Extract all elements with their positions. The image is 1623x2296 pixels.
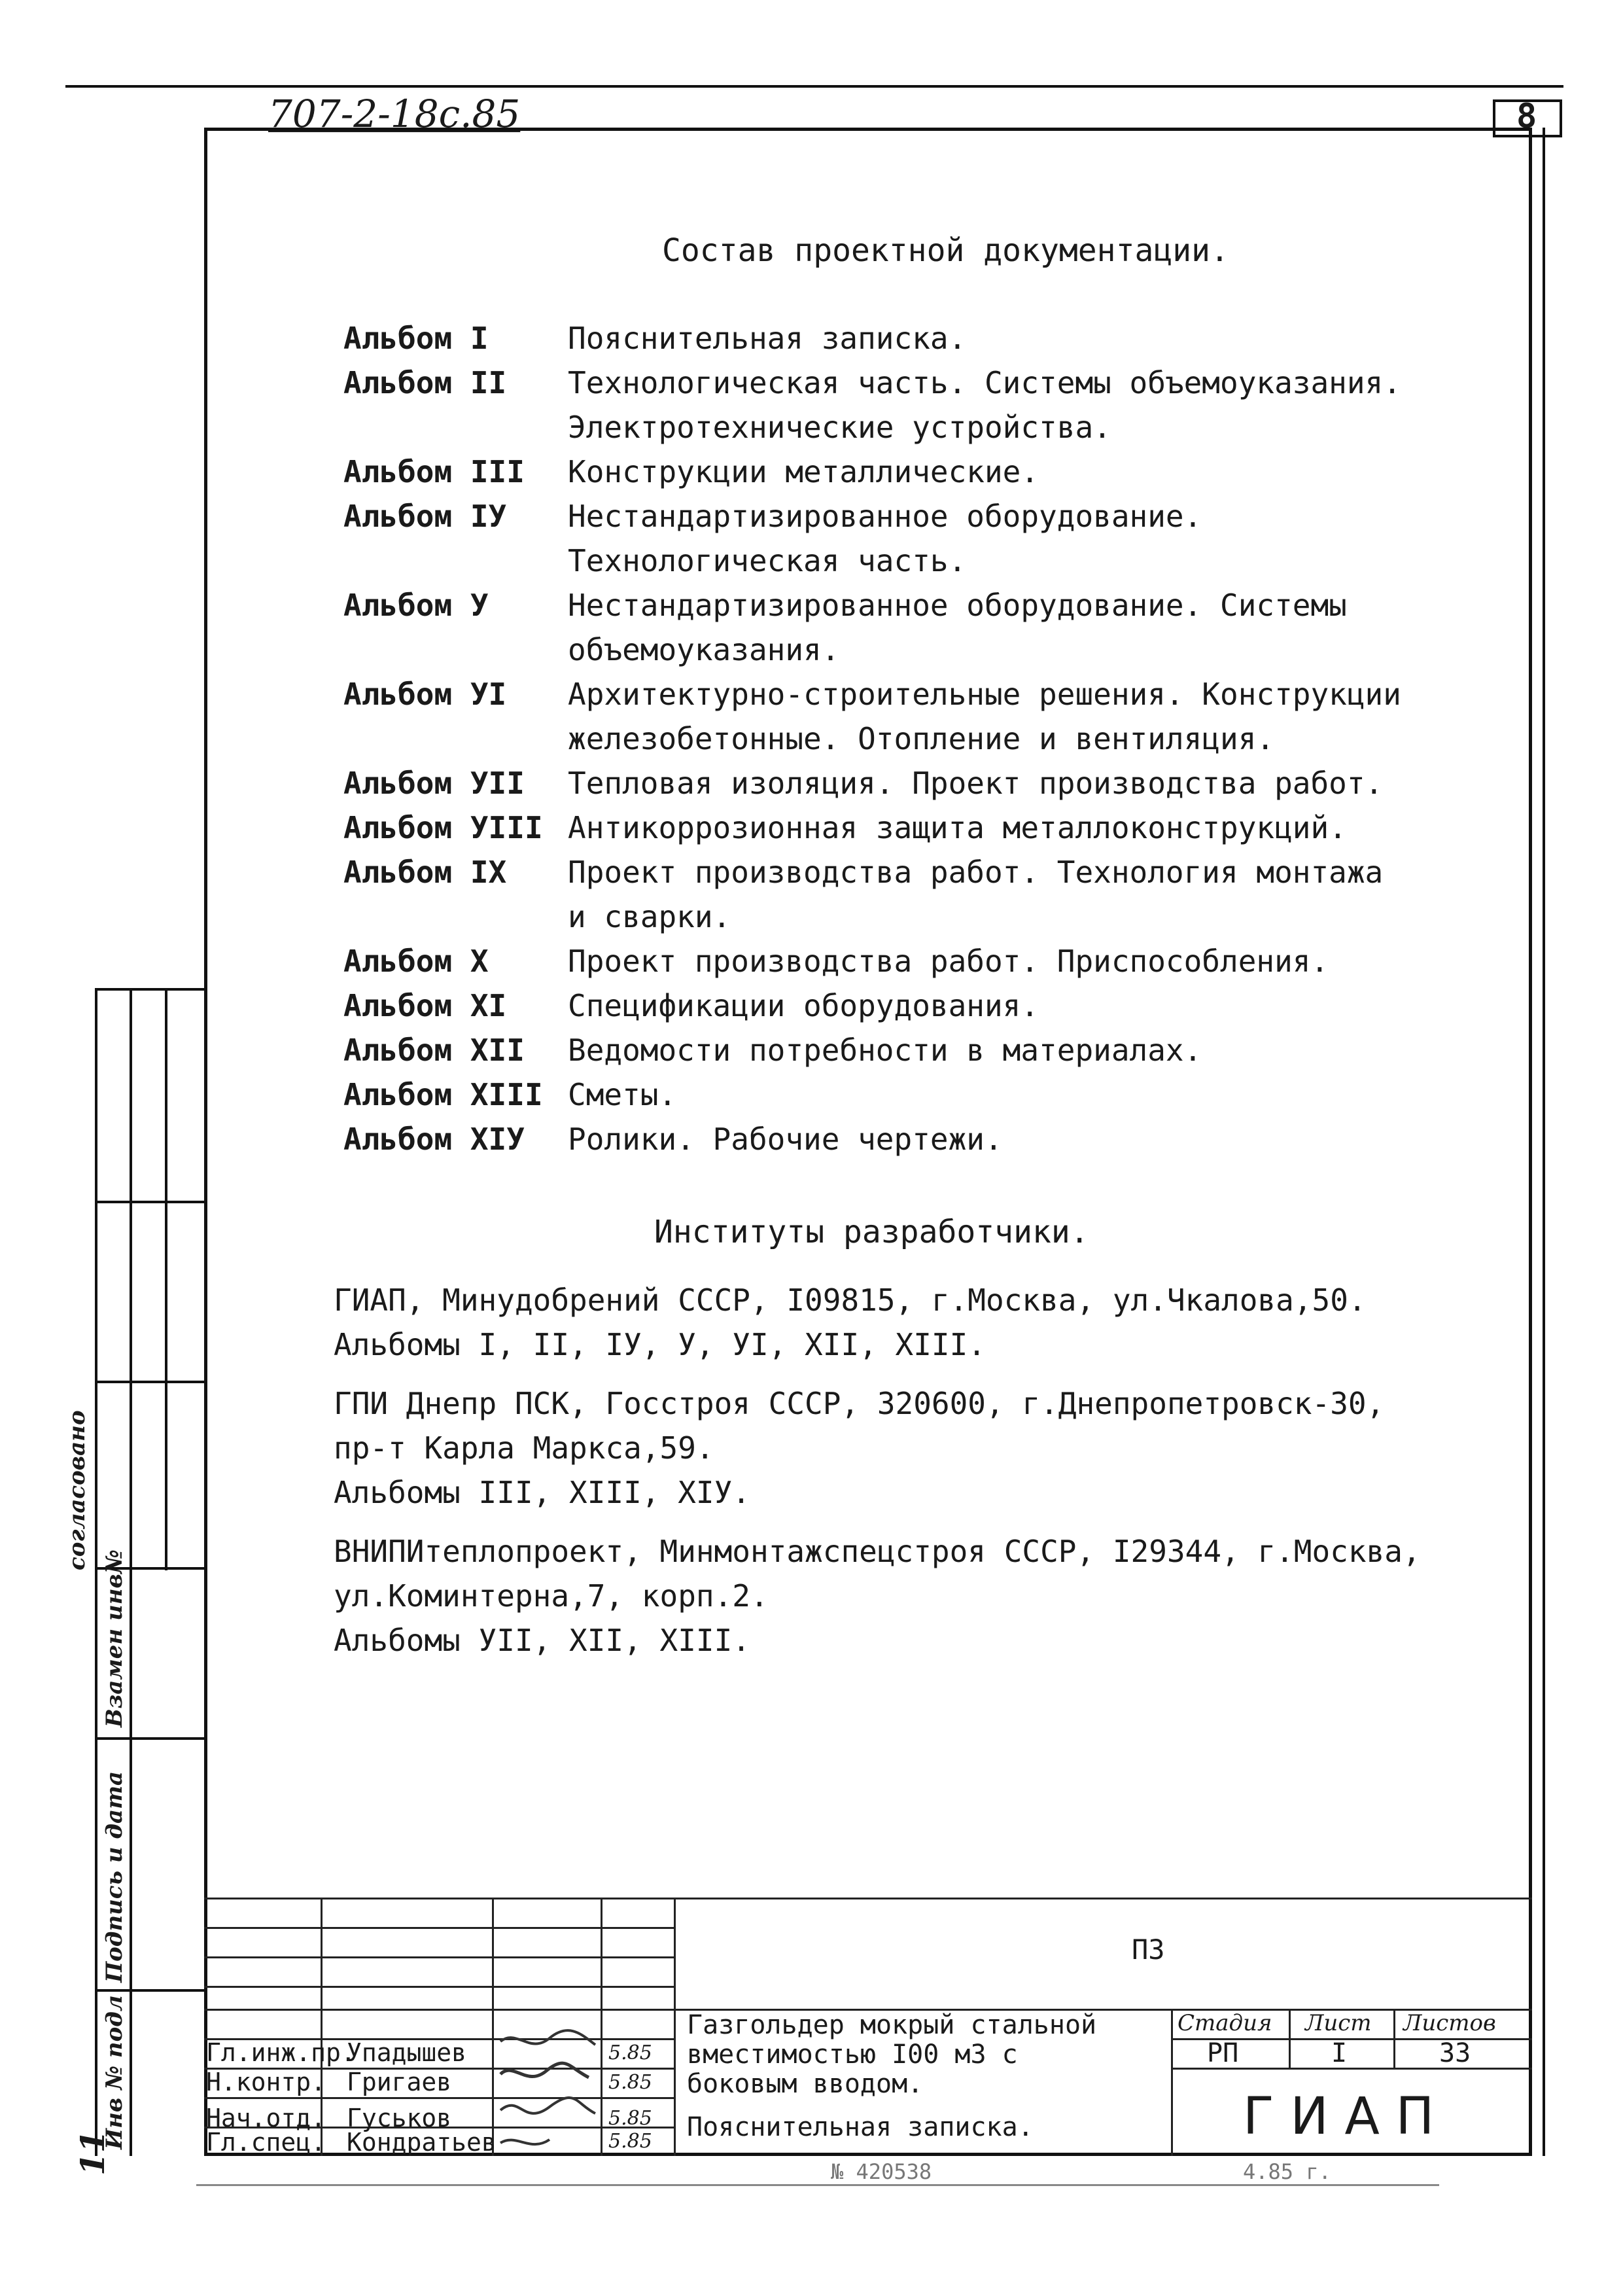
album-desc: Спецификации оборудования. bbox=[568, 988, 1039, 1023]
album-desc: железобетонные. Отопление и вентиляция. bbox=[568, 721, 1275, 756]
tb-line bbox=[204, 1927, 674, 1929]
tb-line bbox=[204, 1986, 674, 1988]
top-edge-line bbox=[65, 85, 1563, 88]
album-label: Альбом XII bbox=[343, 1033, 525, 1068]
signature-date: 5.85 bbox=[608, 2130, 652, 2153]
agreed-label: согласовано bbox=[64, 1410, 90, 1570]
tb-line bbox=[204, 1956, 674, 1958]
tb-line bbox=[1171, 2009, 1173, 2156]
album-label: Альбом IX bbox=[343, 855, 507, 890]
sheets-value: 33 bbox=[1439, 2038, 1471, 2068]
album-label: Альбом II bbox=[343, 365, 507, 400]
album-desc: Ролики. Рабочие чертежи. bbox=[568, 1122, 1003, 1157]
album-label: Альбом III bbox=[343, 454, 525, 489]
doc-title: Пояснительная записка. bbox=[687, 2112, 1034, 2142]
institute-line: Альбомы III, XIII, XIУ. bbox=[334, 1475, 750, 1510]
institute-line: ГПИ Днепр ПСК, Госстроя СССР, 320600, г.Днепропетровск-30, bbox=[334, 1386, 1385, 1421]
side-line bbox=[165, 988, 167, 1570]
sheet-number: 8 bbox=[1516, 97, 1537, 136]
frame-right-double bbox=[1543, 128, 1545, 2156]
album-desc: Проект производства работ. Приспособления. bbox=[568, 944, 1329, 979]
signature-role: Нач.отд. bbox=[206, 2104, 326, 2132]
album-label: Альбом I bbox=[343, 321, 489, 356]
institute-line: Альбомы I, II, IУ, У, УI, XII, XIII. bbox=[334, 1327, 986, 1362]
album-desc: Тепловая изоляция. Проект производства работ. bbox=[568, 766, 1384, 801]
footer-left: № 420538 bbox=[831, 2159, 932, 2184]
album-desc: Электротехнические устройства. bbox=[568, 410, 1111, 445]
album-desc: Конструкции металлические. bbox=[568, 454, 1039, 489]
object-line: Газгольдер мокрый стальной bbox=[687, 2010, 1097, 2040]
album-desc: Архитектурно-строительные решения. Конструкции bbox=[568, 677, 1401, 712]
album-desc: Нестандартизированное оборудование. Системы bbox=[568, 588, 1347, 623]
signature-name: Григаев bbox=[347, 2068, 452, 2096]
side-line bbox=[95, 988, 206, 991]
sign-date-label: Подпись и дата bbox=[101, 1771, 128, 1983]
institute-line: Альбомы УII, XII, XIII. bbox=[334, 1623, 750, 1658]
sheet-header: Лист bbox=[1305, 2010, 1372, 2036]
album-label: Альбом У bbox=[343, 588, 489, 623]
tb-line bbox=[492, 1898, 494, 2156]
album-desc: Технологическая часть. Системы объемоуказания. bbox=[568, 365, 1401, 400]
tb-line bbox=[1393, 2009, 1395, 2068]
doc-code: ПЗ bbox=[1132, 1934, 1165, 1966]
object-line: вместимостью I00 м3 с bbox=[687, 2040, 1018, 2070]
signature-scribbles bbox=[497, 2015, 693, 2159]
album-label: Альбом УIII bbox=[343, 810, 543, 845]
album-desc: и сварки. bbox=[568, 899, 731, 934]
signature-name: Гуськов bbox=[347, 2104, 452, 2132]
album-label: Альбом XI bbox=[343, 988, 507, 1023]
album-label: Альбом XIII bbox=[343, 1077, 543, 1112]
institutes-title: Институты разработчики. bbox=[654, 1214, 1089, 1250]
institute-line: ВНИПИтеплопроект, Минмонтажспецстроя СССР, I29344, г.Москва, bbox=[334, 1534, 1421, 1569]
signature-role: Гл.инж.пр. bbox=[206, 2038, 356, 2067]
side-line bbox=[95, 1737, 206, 1740]
institute-line: пр-т Карла Маркса,59. bbox=[334, 1430, 714, 1466]
signature-name: Упадышев bbox=[347, 2038, 467, 2067]
stage-header: Стадия bbox=[1178, 2010, 1272, 2036]
signature-date: 5.85 bbox=[608, 2107, 652, 2130]
album-desc: Ведомости потребности в материалах. bbox=[568, 1033, 1202, 1068]
album-label: Альбом УII bbox=[343, 766, 525, 801]
inv-orig-label: Инв № подл bbox=[101, 1995, 128, 2149]
tb-line bbox=[204, 1898, 1532, 1899]
side-line bbox=[95, 1989, 206, 1992]
album-label: Альбом УI bbox=[343, 677, 507, 712]
doc-number: 707-2-18с.85 bbox=[268, 92, 521, 136]
contents-title: Состав проектной документации. bbox=[662, 232, 1229, 269]
sheets-header: Листов bbox=[1403, 2010, 1496, 2036]
album-desc: Нестандартизированное оборудование. bbox=[568, 499, 1202, 534]
album-desc: Проект производства работ. Технология монтажа bbox=[568, 855, 1384, 890]
organization: Г И А П bbox=[1243, 2087, 1435, 2146]
tb-line bbox=[1289, 2009, 1291, 2068]
side-line bbox=[95, 988, 97, 2156]
institute-line: ул.Коминтерна,7, корп.2. bbox=[334, 1578, 769, 1614]
side-line bbox=[130, 988, 132, 2156]
signature-role: Н.контр. bbox=[206, 2068, 326, 2096]
album-desc: объемоуказания. bbox=[568, 632, 840, 667]
signature-date: 5.85 bbox=[608, 2041, 652, 2064]
album-label: Альбом X bbox=[343, 944, 489, 979]
album-desc: Антикоррозионная защита металлоконструкций. bbox=[568, 810, 1347, 845]
stage-value: РП bbox=[1207, 2038, 1239, 2068]
signature-date: 5.85 bbox=[608, 2071, 652, 2094]
signature-name: Кондратьев bbox=[347, 2128, 497, 2157]
margin-number: 11 bbox=[73, 2130, 112, 2176]
album-label: Альбом IУ bbox=[343, 499, 507, 534]
sheet-value: I bbox=[1331, 2038, 1348, 2068]
album-desc: Технологическая часть. bbox=[568, 543, 967, 578]
object-line: боковым вводом. bbox=[687, 2069, 924, 2099]
album-desc: Сметы. bbox=[568, 1077, 677, 1112]
footer-right: 4.85 г. bbox=[1243, 2159, 1331, 2184]
institute-line: ГИАП, Минудобрений СССР, I09815, г.Москва, ул.Чкалова,50. bbox=[334, 1282, 1367, 1318]
album-desc: Пояснительная записка. bbox=[568, 321, 967, 356]
side-line bbox=[95, 1381, 206, 1383]
signature-role: Гл.спец. bbox=[206, 2128, 326, 2157]
replace-inv-label: Взамен инв№ bbox=[101, 1549, 128, 1727]
album-label: Альбом XIУ bbox=[343, 1122, 525, 1157]
bottom-edge-line bbox=[196, 2184, 1439, 2186]
side-line bbox=[95, 1201, 206, 1203]
